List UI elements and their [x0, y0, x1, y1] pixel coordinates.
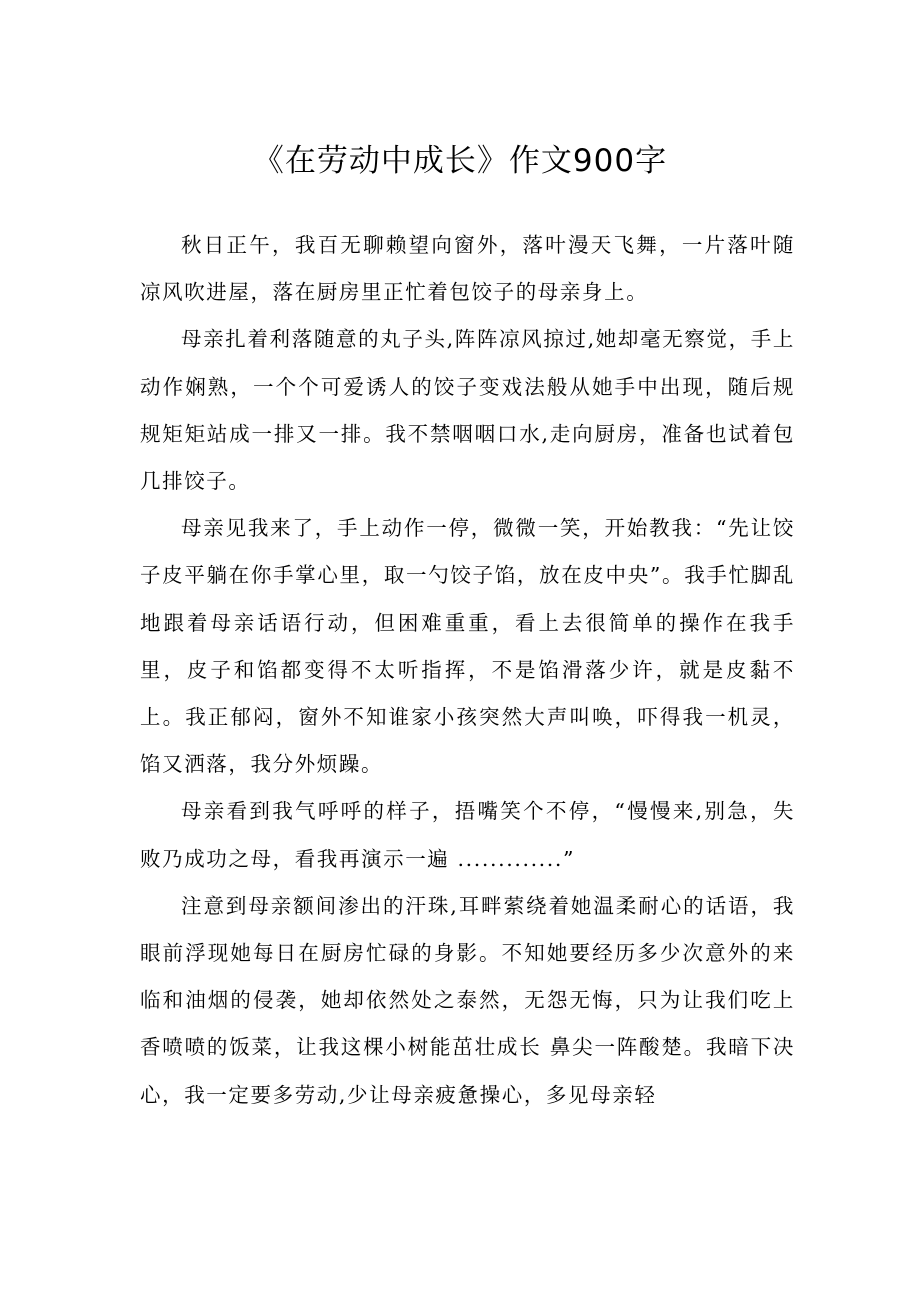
paragraph-5: 注意到母亲额间渗出的汗珠,耳畔萦绕着她温柔耐心的话语，我眼前浮现她每日在厨房忙碌的身影。不知她要经历多少次意外的来临和油烟的侵袭，她却依然处之泰然，无怨无悔，只为让我们吃上香喷喷的饭菜，让我这棵小树能茁壮成长 鼻尖一阵酸楚。我暗下决心，我一定要多劳动,少让母亲疲惫操心，多见母亲轻	[140, 893, 795, 1107]
paragraph-1: 秋日正午，我百无聊赖望向窗外，落叶漫天飞舞，一片落叶随凉风吹进屋，落在厨房里正忙着包饺子的母亲身上。	[140, 233, 795, 305]
paragraph-4: 母亲看到我气呼呼的样子，捂嘴笑个不停，“慢慢来,别急，失败乃成功之母，看我再演示一遍 .............”	[140, 799, 795, 871]
document-title: 《在劳动中成长》作文900字	[252, 143, 668, 179]
paragraph-3: 母亲见我来了，手上动作一停，微微一笑，开始教我：“先让饺子皮平躺在你手掌心里，取一勺饺子馅，放在皮中央”。我手忙脚乱地跟着母亲话语行动，但困难重重，看上去很简单的操作在我手里，皮子和馅都变得不太听指挥，不是馅滑落少许，就是皮黏不上。我正郁闷，窗外不知谁家小孩突然大声叫唤，吓得我一机灵，馅又洒落，我分外烦躁。	[140, 516, 795, 777]
paragraph-2: 母亲扎着利落随意的丸子头,阵阵凉风掠过,她却毫无察觉，手上动作娴熟，一个个可爱诱人的饺子变戏法般从她手中出现，随后规规矩矩站成一排又一排。我不禁咽咽口水,走向厨房，准备也试着包几排饺子。	[140, 327, 795, 494]
document-body	[140, 222, 795, 1119]
